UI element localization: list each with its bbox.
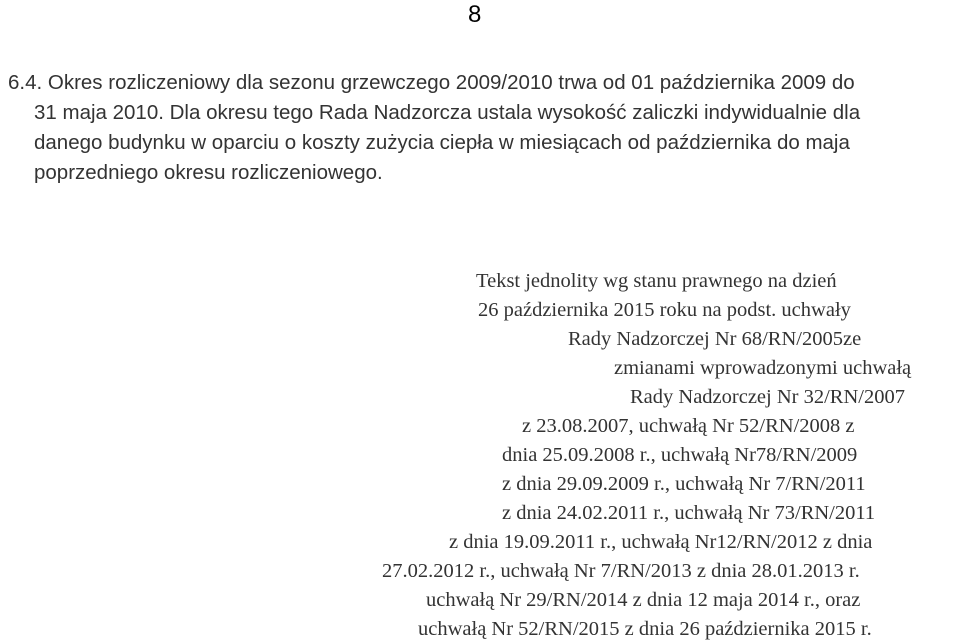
consolidated-text-note	[352, 267, 952, 644]
page-number: 8	[468, 1, 482, 28]
section-6-4-paragraph	[8, 68, 948, 188]
note-line: uchwałą Nr 29/RN/2014 z dnia 12 maja 2014 r., oraz	[426, 589, 861, 611]
note-line: Rady Nadzorczej Nr 32/RN/2007	[630, 386, 905, 408]
note-line: z dnia 29.09.2009 r., uchwałą Nr 7/RN/2011	[502, 473, 866, 495]
note-line: Tekst jednolity wg stanu prawnego na dzień	[476, 270, 837, 292]
paragraph-line: 6.4. Okres rozliczeniowy dla sezonu grzewczego 2009/2010 trwa od 01 października 2009 do	[8, 71, 855, 94]
note-line: z dnia 19.09.2011 r., uchwałą Nr12/RN/2012 z dnia	[449, 531, 873, 553]
note-line: 26 października 2015 roku na podst. uchwały	[478, 299, 851, 321]
paragraph-line: poprzedniego okresu rozliczeniowego.	[34, 161, 383, 184]
note-line: z dnia 24.02.2011 r., uchwałą Nr 73/RN/2011	[502, 502, 876, 524]
note-line: z 23.08.2007, uchwałą Nr 52/RN/2008 z	[522, 415, 855, 437]
note-line: 27.02.2012 r., uchwałą Nr 7/RN/2013 z dnia 28.01.2013 r.	[382, 560, 860, 582]
note-line: Rady Nadzorczej Nr 68/RN/2005ze	[568, 328, 862, 350]
paragraph-line: 31 maja 2010. Dla okresu tego Rada Nadzorcza ustala wysokość zaliczki indywidualnie dla	[34, 101, 861, 124]
note-line: dnia 25.09.2008 r., uchwałą Nr78/RN/2009	[502, 444, 858, 466]
note-line: uchwałą Nr 52/RN/2015 z dnia 26 października 2015 r.	[418, 618, 872, 640]
paragraph-line: danego budynku w oparciu o koszty zużycia ciepła w miesiącach od października do maja	[34, 131, 850, 154]
note-line: zmianami wprowadzonymi uchwałą	[614, 357, 912, 379]
